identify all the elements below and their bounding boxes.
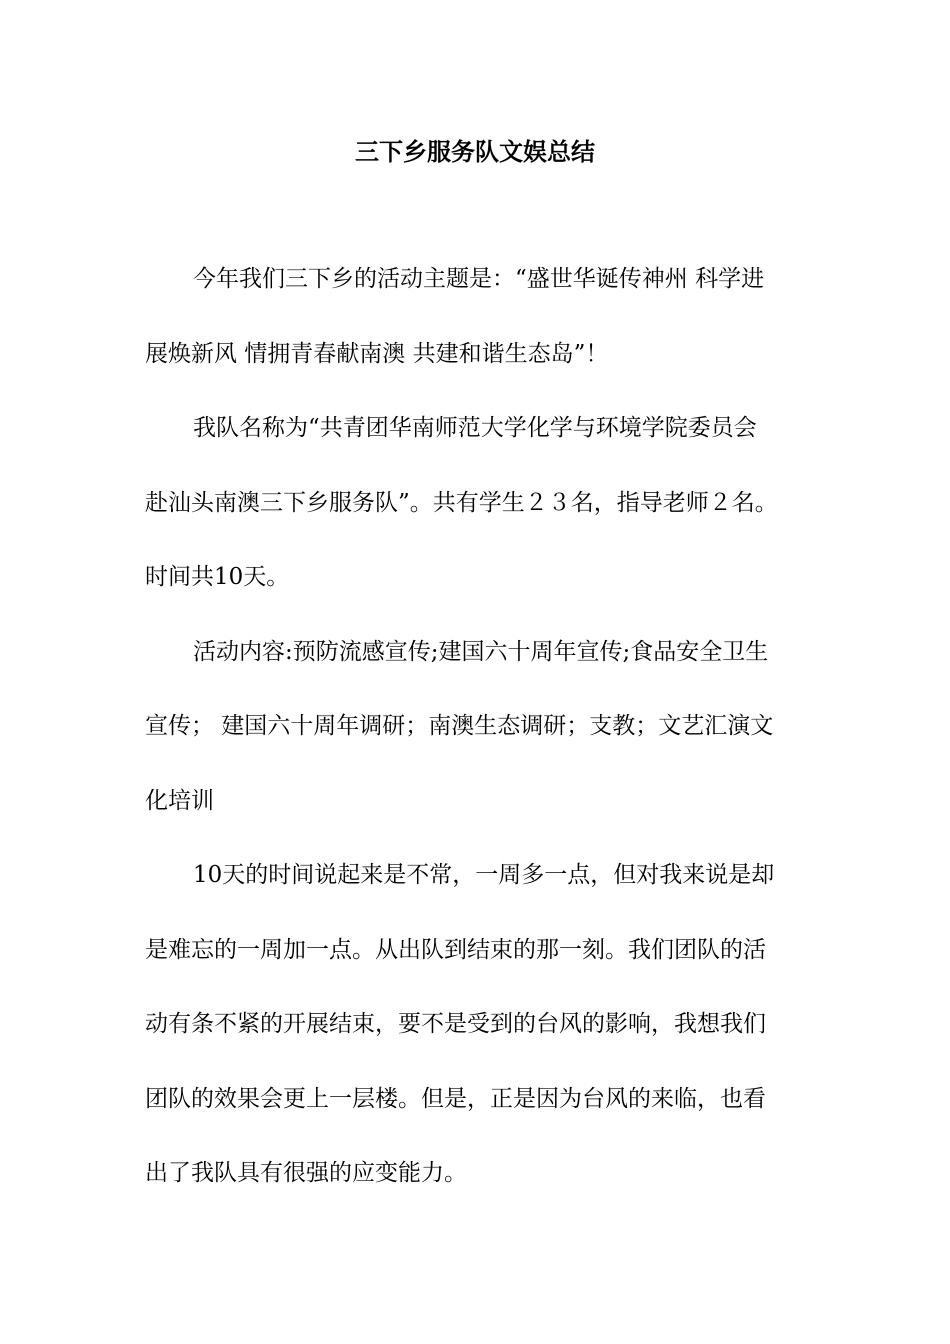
text-line: 10天的时间说起来是不常，一周多一点，但对我来说是却 [193, 862, 775, 888]
text-line: 今年我们三下乡的活动主题是：“盛世华诞传神州 科学进 [193, 266, 765, 292]
paragraph-team-name [145, 391, 815, 615]
text-line: 时间共10天。 [145, 564, 290, 590]
text-line: 出了我队具有很强的应变能力。 [145, 1160, 467, 1186]
page-title: 三下乡服务队文娱总结 [355, 137, 595, 166]
text-line: 团队的效果会更上一层楼。但是，正是因为台风的来临，也看 [145, 1085, 766, 1112]
text-line: 是难忘的一周加一点。从出队到结束的那一刻。我们团队的活 [145, 936, 766, 963]
paragraph-reflection [145, 838, 815, 1211]
text-line: 展焕新风 情拥青春献南澳 共建和谐生态岛”！ [145, 340, 609, 367]
paragraph-theme [145, 242, 815, 391]
paragraph-activities [145, 615, 815, 839]
text-line: 赴汕头南澳三下乡服务队”。共有学生２３名，指导老师２名。 [145, 489, 778, 516]
text-line: 动有条不紧的开展结束，要不是受到的台风的影响，我想我们 [145, 1011, 766, 1037]
document-body [145, 242, 815, 1211]
text-line: 我队名称为“共青团华南师范大学化学与环境学院委员会 [193, 415, 757, 441]
text-line: 化培训 [145, 787, 214, 814]
text-line: 宣传； 建国六十周年调研；南澳生态调研；支教；文艺汇演文 [145, 713, 774, 739]
text-line: 活动内容:预防流感宣传;建国六十周年宣传;食品安全卫生 [193, 638, 769, 665]
